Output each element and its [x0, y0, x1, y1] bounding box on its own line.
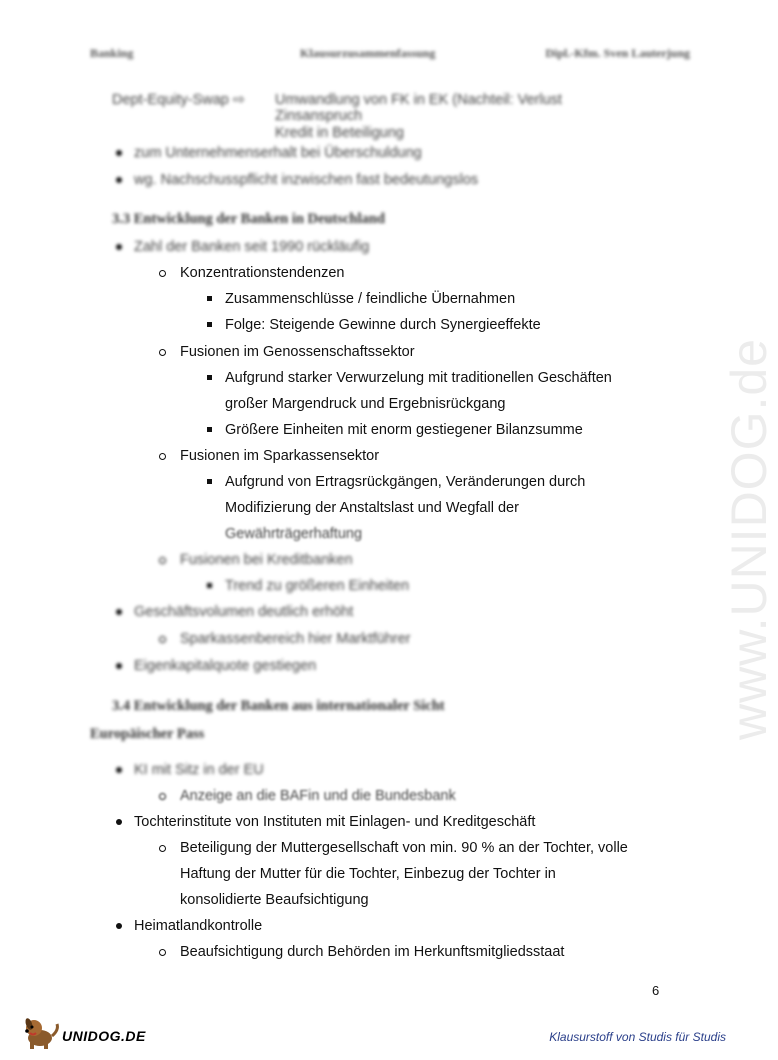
list-item-text-cont: Gewährträgerhaftung [225, 526, 363, 542]
list-item-text: Zusammenschlüsse / feindliche Übernahmen [225, 291, 516, 307]
bullet-icon [116, 923, 122, 929]
circle-bullet-icon [159, 793, 166, 800]
list-item-text: Aufgrund von Ertragsrückgängen, Veränderungen durch [225, 474, 586, 490]
circle-bullet-icon [159, 270, 166, 277]
list-item-text: Beteiligung der Muttergesellschaft von min. 90 % an der Tochter, volle [180, 840, 628, 856]
list-item-text: wg. Nachschusspflicht inzwischen fast bedeutungslos [134, 172, 479, 188]
list-item-text: Tochterinstitute von Instituten mit Einlagen- und Kreditgeschäft [134, 814, 536, 830]
circle-bullet-icon [159, 636, 166, 643]
list-item-text: Zahl der Banken seit 1990 rückläufig [134, 239, 370, 255]
bullet-icon [116, 819, 122, 825]
footer-tagline: Klausurstoff von Studis für Studis [549, 1030, 726, 1044]
list-item-text: Aufgrund starker Verwurzelung mit traditionellen Geschäften [225, 370, 612, 386]
bullet-icon [116, 767, 122, 773]
list-item-text: zum Unternehmenserhalt bei Überschuldung [134, 145, 422, 161]
subheading-european-pass: Europäischer Pass [90, 726, 205, 742]
circle-bullet-icon [159, 453, 166, 460]
circle-bullet-icon [159, 557, 166, 564]
list-item-text: Eigenkapitalquote gestiegen [134, 658, 317, 674]
logo-text: UNIDOG.DE [62, 1028, 146, 1044]
list-item-text: Fusionen im Sparkassensektor [180, 448, 380, 464]
bullet-icon [116, 609, 122, 615]
list-item-text: Folge: Steigende Gewinne durch Synergieeffekte [225, 317, 541, 333]
square-bullet-icon [207, 427, 212, 432]
list-item-text: KI mit Sitz in der EU [134, 762, 264, 778]
square-bullet-icon [207, 375, 212, 380]
list-item-text: Heimatlandkontrolle [134, 918, 263, 934]
list-item-text: Anzeige an die BAFin und die Bundesbank [180, 788, 456, 804]
section-heading-3-3: 3.3 Entwicklung der Banken in Deutschland [112, 211, 385, 227]
square-bullet-icon [207, 296, 212, 301]
bullet-icon [116, 663, 122, 669]
bullet-icon [116, 244, 122, 250]
circle-bullet-icon [159, 349, 166, 356]
watermark-text: www.UNIDOG.de [721, 338, 777, 740]
list-item-text-cont: Haftung der Mutter für die Tochter, Einbezug der Tochter in [180, 866, 556, 882]
list-item-text: Sparkassenbereich hier Marktführer [180, 631, 411, 647]
debt-equity-label: Dept-Equity-Swap ⇨ [112, 92, 246, 108]
debt-equity-text-2: Zinsanspruch [275, 108, 363, 124]
list-item-text-cont: Modifizierung der Anstaltslast und Wegfall der [225, 500, 519, 516]
circle-bullet-icon [159, 949, 166, 956]
dog-mascot-icon [22, 1012, 62, 1052]
header-left: Banking [90, 46, 134, 60]
bullet-icon [116, 177, 122, 183]
square-bullet-icon [207, 583, 212, 588]
square-bullet-icon [207, 322, 212, 327]
list-item-text-cont: großer Margendruck und Ergebnisrückgang [225, 396, 506, 412]
list-item-text: Konzentrationstendenzen [180, 265, 345, 281]
page-number: 6 [652, 983, 660, 998]
bullet-icon [116, 150, 122, 156]
section-heading-3-4: 3.4 Entwicklung der Banken aus internationaler Sicht [112, 698, 445, 714]
list-item-text: Geschäftsvolumen deutlich erhöht [134, 604, 354, 620]
list-item-text: Größere Einheiten mit enorm gestiegener Bilanzsumme [225, 422, 583, 438]
header-right: Dipl.-Kfm. Sven Lauterjung [545, 46, 690, 60]
list-item-text: Fusionen im Genossenschaftssektor [180, 344, 415, 360]
circle-bullet-icon [159, 845, 166, 852]
list-item-text: Trend zu größeren Einheiten [225, 578, 410, 594]
debt-equity-text-1: Umwandlung von FK in EK (Nachteil: Verlust [275, 92, 562, 108]
debt-equity-text-3: Kredit in Beteiligung [275, 125, 404, 141]
list-item-text: Beaufsichtigung durch Behörden im Herkunftsmitgliedsstaat [180, 944, 565, 960]
square-bullet-icon [207, 479, 212, 484]
header-center: Klausurzusammenfassung [300, 46, 436, 60]
list-item-text: Fusionen bei Kreditbanken [180, 552, 353, 568]
unidog-logo [22, 1012, 162, 1052]
list-item-text-cont: konsolidierte Beaufsichtigung [180, 892, 369, 908]
